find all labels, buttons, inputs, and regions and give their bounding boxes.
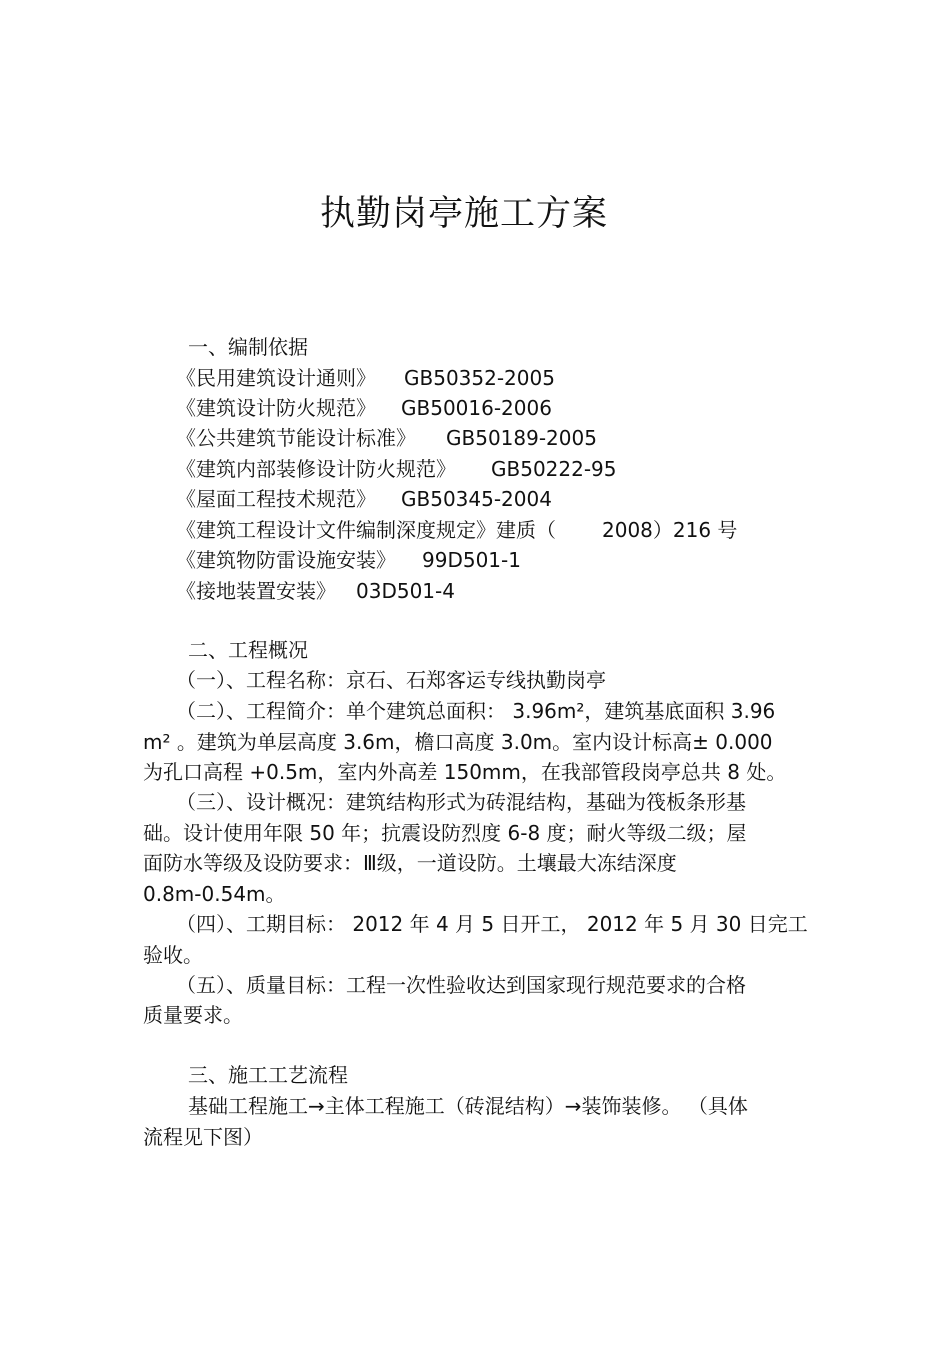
document-title: 执勤岗亭施工方案 (319, 194, 608, 234)
reference-item (176, 518, 738, 542)
reference-name: 《接地装置安装》 (176, 579, 336, 603)
reference-code: 03D501-4 (356, 579, 455, 603)
reference-name: 《建筑工程设计文件编制深度规定》建质（ (176, 518, 556, 542)
reference-item (176, 579, 455, 603)
project-intro-line: （二）、工程简介：单个建筑总面积： 3.96m²，建筑基底面积 3.96 (176, 699, 776, 723)
reference-code: GB50352-2005 (404, 366, 555, 390)
reference-code: GB50345-2004 (401, 487, 552, 511)
design-overview-line: 面防水等级及设防要求：Ⅲ级，一道设防。土壤最大冻结深度 (143, 851, 677, 875)
reference-name: 《建筑物防雷设施安装》 (176, 548, 396, 572)
reference-item (176, 548, 521, 572)
schedule-line: 验收。 (143, 943, 203, 967)
reference-code: 99D501-1 (422, 548, 521, 572)
reference-item (176, 366, 555, 390)
section-heading-3: 三、施工工艺流程 (188, 1063, 348, 1087)
quality-line: （五）、质量目标：工程一次性验收达到国家现行规范要求的合格 (176, 973, 746, 997)
reference-item (176, 457, 617, 481)
reference-name: 《屋面工程技术规范》 (176, 487, 376, 511)
project-intro-line: m² 。建筑为单层高度 3.6m，檐口高度 3.0m。室内设计标高± 0.000 (143, 730, 773, 754)
section-heading-2: 二、工程概况 (188, 638, 308, 662)
design-overview-line: 0.8m-0.54m。 (143, 882, 286, 906)
reference-code: GB50016-2006 (401, 396, 552, 420)
schedule-line: （四）、工期目标： 2012 年 4 月 5 日开工， 2012 年 5 月 30 日完工 (176, 912, 808, 936)
reference-item (176, 426, 597, 450)
quality-line: 质量要求。 (143, 1003, 243, 1027)
process-flow-line: 基础工程施工→主体工程施工（砖混结构）→装饰装修。 （具体 (188, 1094, 748, 1118)
project-intro-line: 为孔口高程 +0.5m，室内外高差 150mm，在我部管段岗亭总共 8 处。 (143, 760, 787, 784)
design-overview-line: （三）、设计概况：建筑结构形式为砖混结构，基础为筏板条形基 (176, 790, 746, 814)
reference-code: GB50222-95 (491, 457, 617, 481)
reference-code: GB50189-2005 (446, 426, 597, 450)
reference-name: 《公共建筑节能设计标准》 (176, 426, 416, 450)
reference-item (176, 487, 552, 511)
reference-name: 《建筑设计防火规范》 (176, 396, 376, 420)
section-heading-1: 一、编制依据 (188, 335, 308, 359)
reference-name: 《民用建筑设计通则》 (176, 366, 376, 390)
reference-item (176, 396, 552, 420)
project-name-paragraph: （一）、工程名称：京石、石郑客运专线执勤岗亭 (176, 668, 606, 692)
reference-code: 2008）216 号 (602, 518, 738, 542)
reference-name: 《建筑内部装修设计防火规范》 (176, 457, 456, 481)
design-overview-line: 础。设计使用年限 50 年；抗震设防烈度 6-8 度；耐火等级二级；屋 (143, 821, 747, 845)
process-flow-line: 流程见下图） (143, 1125, 263, 1149)
